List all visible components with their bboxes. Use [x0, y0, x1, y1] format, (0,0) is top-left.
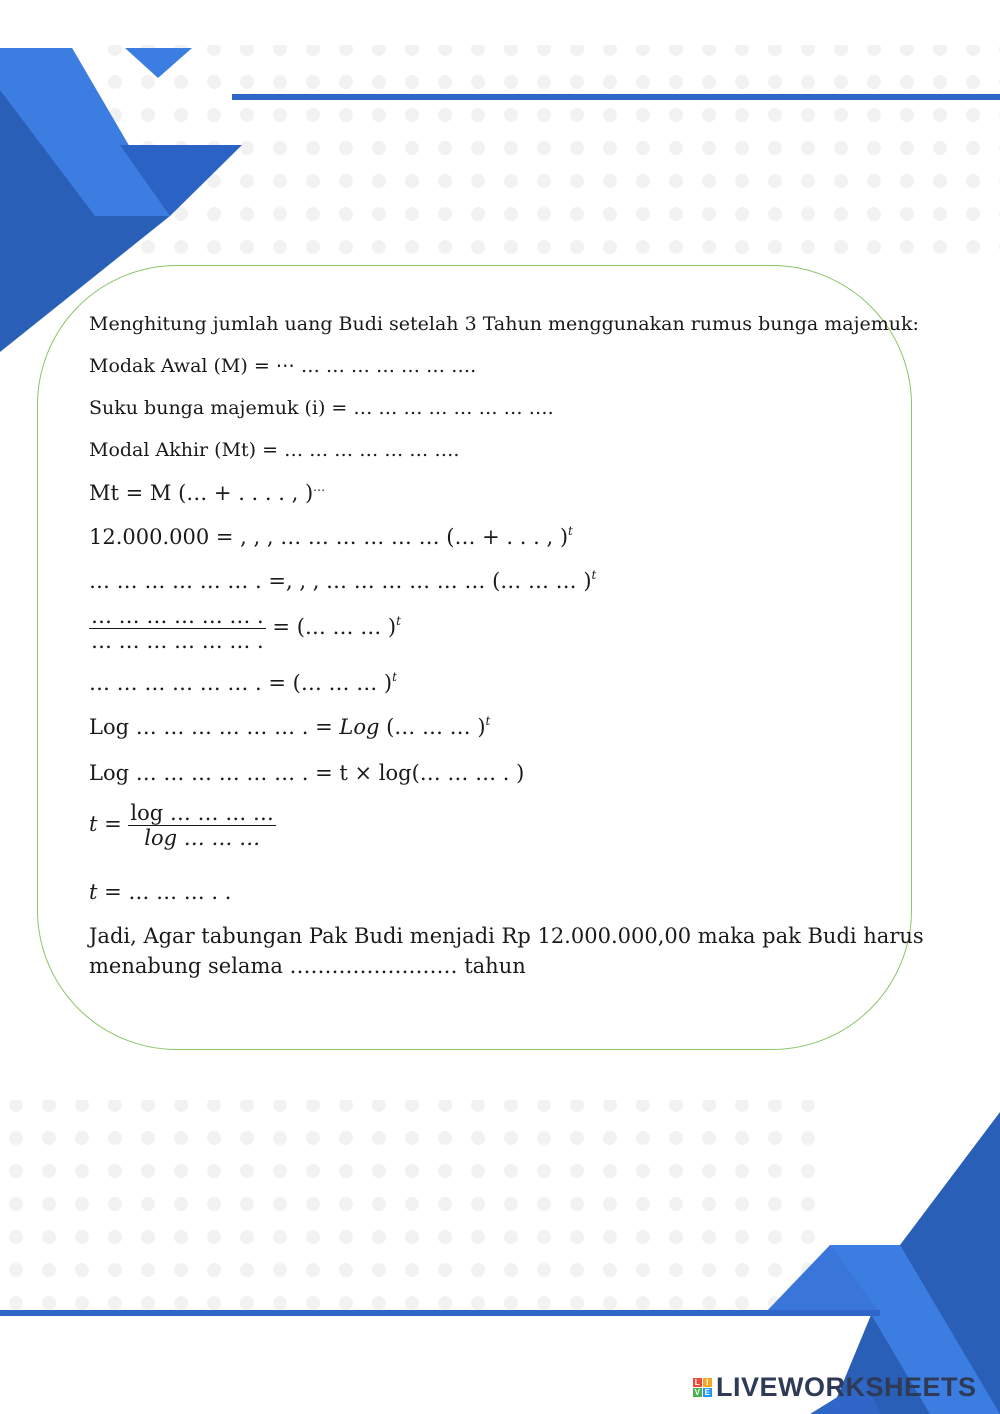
step5-right: (… … … )	[379, 715, 486, 739]
step3-exponent: t	[396, 614, 401, 628]
top-rule	[232, 94, 1000, 100]
step4-exponent: t	[392, 670, 397, 684]
t-numerator: log … … … …	[130, 801, 274, 825]
step1-exponent: t	[568, 524, 573, 538]
dot-pattern-top	[100, 45, 1000, 265]
step5-left: Log … … … … … … . =	[89, 715, 340, 739]
step3-rhs: = (… … … )	[272, 615, 397, 639]
logo-badge-icon: L I V E	[694, 1378, 711, 1397]
t-denominator: log … … …	[144, 826, 261, 850]
step3-fraction	[89, 604, 266, 653]
step6-line: Log … … … … … … . = t × log(… … … . )	[89, 761, 525, 785]
step3-numerator: … … … … … … .	[91, 604, 264, 628]
logo-text: LIVEWORKSHEETS	[716, 1372, 977, 1402]
step2-main: … … … … … … . =, , , … … … … … … (… … … )	[89, 569, 592, 593]
step3-line	[89, 604, 401, 653]
intro-text: Menghitung jumlah uang Budi setelah 3 Tahun menggunakan rumus bunga majemuk:	[89, 313, 919, 335]
conclusion-line-1: Jadi, Agar tabungan Pak Budi menjadi Rp 12.000.000,00 maka pak Budi harus	[89, 924, 924, 948]
t-result-variable: t	[89, 880, 98, 904]
step3-denominator: … … … … … … .	[91, 629, 264, 653]
step1-main: 12.000.000 = , , , … … … … … … (… + . . . , )	[89, 525, 569, 549]
formula-main: Mt = M (… + . . . . , )	[89, 481, 314, 505]
step4-line	[89, 671, 397, 695]
conclusion-line-2: menabung selama …………………… tahun	[89, 954, 526, 978]
dot-pattern-bottom	[0, 1100, 820, 1310]
step5-log: Log	[339, 715, 380, 739]
t-fraction-line	[89, 801, 276, 850]
t-result-line	[89, 880, 231, 904]
step5-line	[89, 715, 490, 739]
modal-akhir-line: Modal Akhir (Mt) = … … … … … … ….	[89, 439, 460, 461]
t-fraction	[128, 801, 276, 850]
bottom-rule	[0, 1310, 880, 1316]
t-result-value: = … … … . .	[97, 880, 232, 904]
step1-line	[89, 525, 573, 549]
modal-awal-line: Modak Awal (M) = ⋯ … … … … … … ….	[89, 355, 477, 377]
step4-main: … … … … … … . = (… … … )	[89, 671, 393, 695]
step2-exponent: t	[591, 568, 597, 582]
formula-line	[89, 481, 325, 505]
formula-exponent: …	[313, 480, 326, 494]
suku-bunga-line: Suku bunga majemuk (i) = … … … … … … … ….	[89, 397, 554, 419]
liveworksheets-logo[interactable]	[693, 1372, 977, 1403]
t-variable: t	[89, 812, 98, 836]
t-equals: =	[97, 812, 129, 836]
step2-line	[89, 569, 596, 593]
step5-exponent: t	[485, 714, 491, 728]
